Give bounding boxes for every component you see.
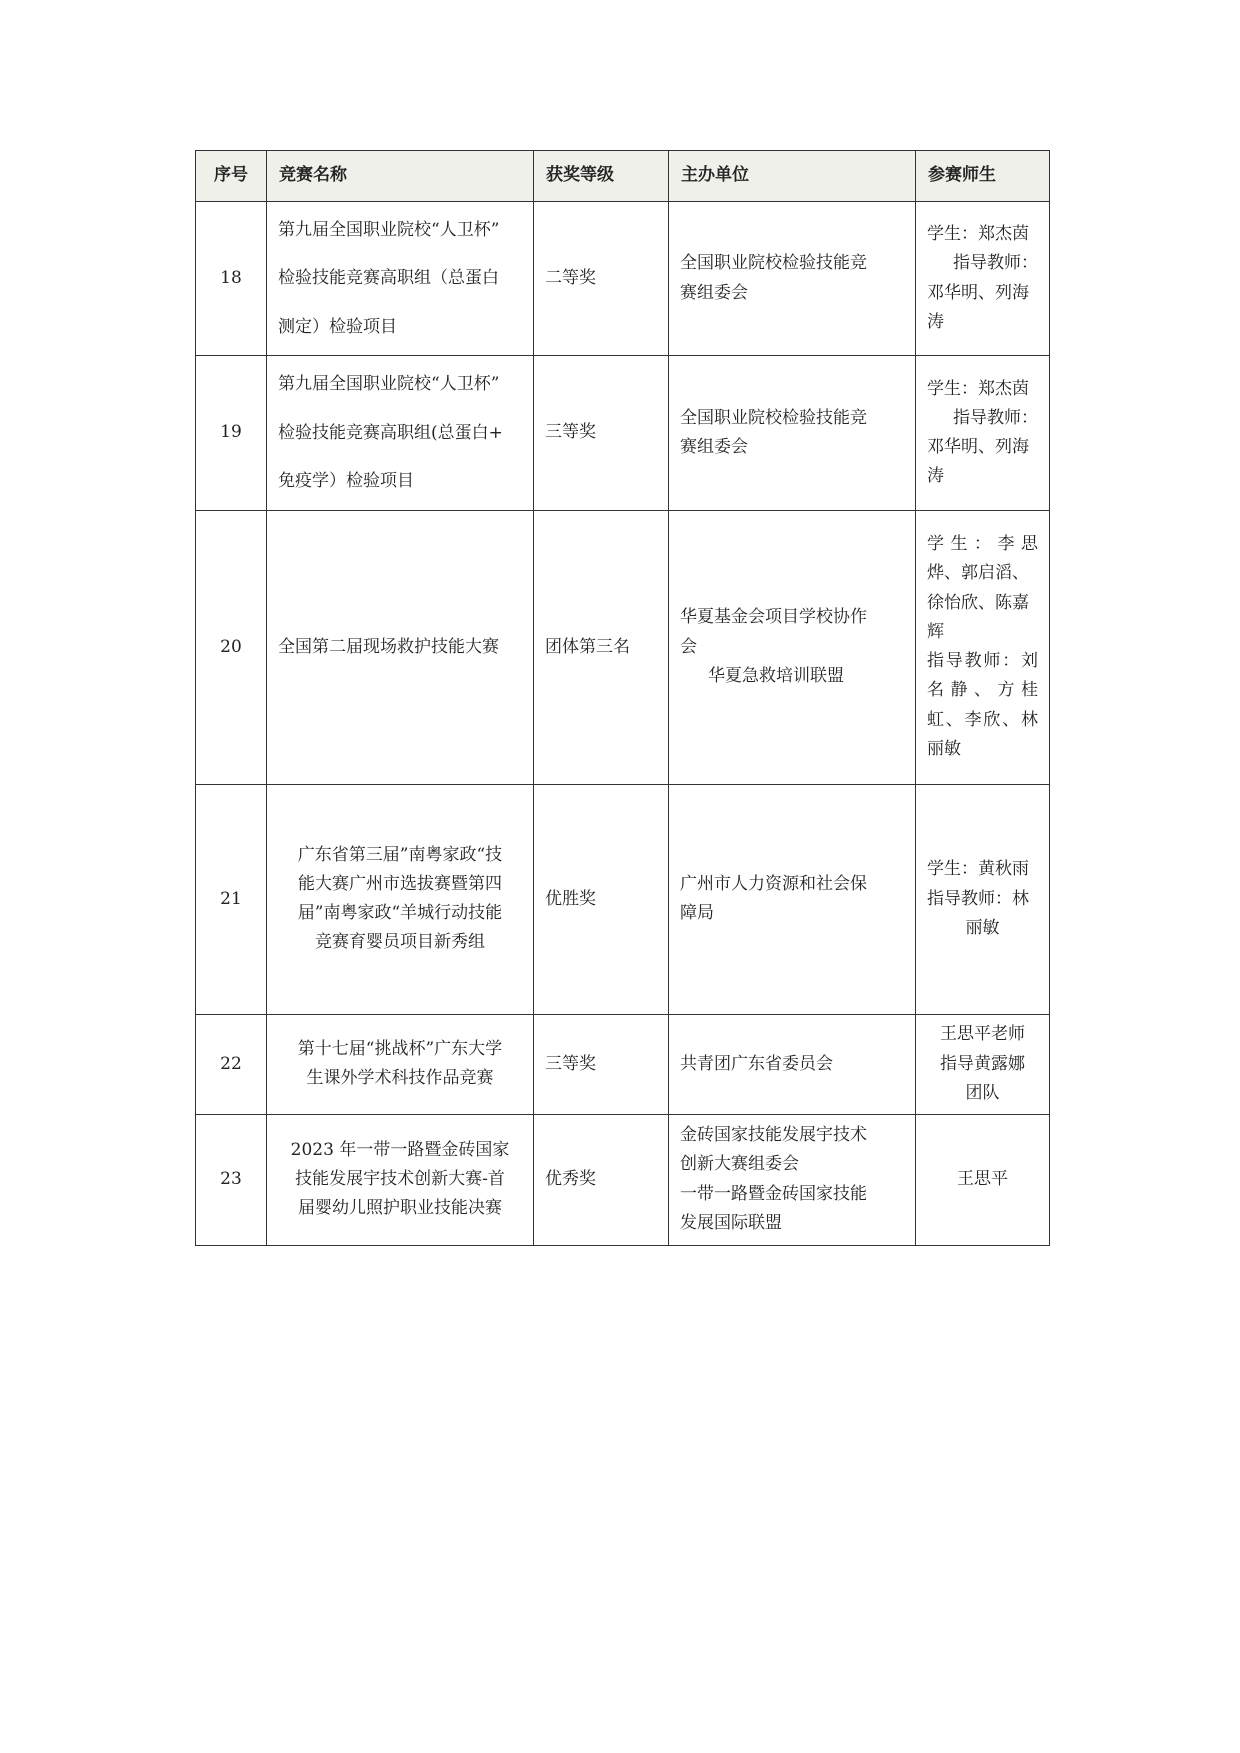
- award-cell: 团体第三名: [534, 510, 669, 784]
- organizer-cell: [669, 356, 916, 510]
- competition-line: 检验技能竞赛高职组(总蛋白+: [278, 422, 503, 443]
- participants-line: 烨、郭启滔、: [927, 563, 1029, 584]
- participants-line: 指导教师：林: [927, 888, 1029, 909]
- participants-line: 徐怡欣、陈嘉: [927, 592, 1029, 613]
- competition-cell: [267, 784, 534, 1014]
- organizer-line: 会: [680, 636, 697, 657]
- organizer-line: 华夏基金会项目学校协作: [680, 607, 867, 628]
- participants-line: 学生：郑杰茵: [927, 378, 1029, 399]
- header-no: 序号: [196, 151, 267, 202]
- organizer-line: 全国职业院校检验技能竞: [680, 407, 867, 428]
- competition-cell: [267, 202, 534, 356]
- competition-line: 第十七届“挑战杯”广东大学: [297, 1038, 503, 1059]
- participants-line: 辉: [927, 621, 944, 642]
- competition-line: 届婴幼儿照护职业技能决赛: [298, 1198, 502, 1219]
- participants-line: 王思平老师: [940, 1024, 1025, 1045]
- participants-line: 涛: [927, 311, 944, 332]
- organizer-cell: [669, 202, 916, 356]
- participants-line: 邓华明、列海: [927, 282, 1029, 303]
- competition-line: 届”南粤家政“羊城行动技能: [297, 903, 503, 924]
- organizer-cell: [669, 784, 916, 1014]
- award-cell: 三等奖: [534, 356, 669, 510]
- table-header-row: [196, 151, 1050, 202]
- competition-line: 能大赛广州市选拔赛暨第四: [298, 873, 502, 894]
- participants-line: 指导教师：: [953, 253, 1038, 274]
- organizer-line: 全国职业院校检验技能竞: [680, 253, 867, 274]
- participants-cell: [916, 1014, 1050, 1114]
- organizer-line: 一带一路暨金砖国家技能: [680, 1183, 867, 1204]
- participants-line: 学生：郑杰茵: [927, 224, 1029, 245]
- table-row: [196, 1014, 1050, 1114]
- organizer-line: 共青团广东省委员会: [680, 1053, 833, 1074]
- participants-cell: [916, 1114, 1050, 1245]
- table-row: [196, 1114, 1050, 1245]
- award-cell: 优胜奖: [534, 784, 669, 1014]
- competition-cell: [267, 1114, 534, 1245]
- organizer-cell: [669, 1114, 916, 1245]
- awards-table: [195, 150, 1050, 1246]
- competition-cell: [267, 1014, 534, 1114]
- row-number: 22: [196, 1014, 267, 1114]
- participants-line: 丽敏: [965, 917, 1000, 938]
- header-participants: 参赛师生: [916, 151, 1050, 202]
- participants-line: 学生：黄秋雨: [927, 859, 1029, 880]
- competition-line: 技能发展宇技术创新大赛-首: [295, 1169, 505, 1189]
- participants-line: 丽敏: [927, 738, 961, 759]
- table-row: [196, 202, 1050, 356]
- competition-line: 2023 年一带一路暨金砖国家: [290, 1139, 510, 1160]
- header-award: 获奖等级: [534, 151, 669, 202]
- competition-cell: [267, 510, 534, 784]
- header-organizer: 主办单位: [669, 151, 916, 202]
- competition-line: 第九届全国职业院校“人卫杯”: [278, 374, 500, 395]
- participants-line: 指导教师：刘: [927, 651, 1038, 672]
- participants-line: 邓华明、列海: [927, 436, 1029, 457]
- header-competition: 竞赛名称: [267, 151, 534, 202]
- organizer-line: 广州市人力资源和社会保: [680, 873, 867, 894]
- competition-line: 竞赛育婴员项目新秀组: [315, 932, 485, 953]
- award-cell: 三等奖: [534, 1014, 669, 1114]
- competition-line: 测定）检验项目: [278, 316, 397, 337]
- row-number: 20: [196, 510, 267, 784]
- participants-line: 指导教师：: [953, 407, 1038, 428]
- table-row: [196, 356, 1050, 510]
- organizer-line: 赛组委会: [680, 282, 748, 303]
- participants-line: 涛: [927, 466, 944, 487]
- award-cell: 二等奖: [534, 202, 669, 356]
- row-number: 21: [196, 784, 267, 1014]
- competition-line: 检验技能竞赛高职组（总蛋白: [278, 268, 499, 289]
- participants-line: 王思平: [957, 1169, 1008, 1189]
- participants-cell: [916, 784, 1050, 1014]
- organizer-line: 发展国际联盟: [680, 1212, 782, 1233]
- organizer-line: 障局: [680, 903, 714, 924]
- competition-line: 全国第二届现场救护技能大赛: [278, 636, 499, 657]
- participants-line: 名静、方桂: [927, 680, 1038, 701]
- organizer-line: 赛组委会: [680, 436, 748, 457]
- competition-line: 广东省第三届”南粤家政“技: [297, 844, 503, 865]
- award-cell: 优秀奖: [534, 1114, 669, 1245]
- organizer-line: 金砖国家技能发展宇技术: [680, 1125, 867, 1146]
- participants-line: 虹、李欣、林: [927, 709, 1038, 730]
- competition-cell: [267, 356, 534, 510]
- organizer-cell: [669, 1014, 916, 1114]
- organizer-line: 创新大赛组委会: [680, 1154, 799, 1175]
- participants-cell: [916, 202, 1050, 356]
- participants-cell: [916, 510, 1050, 784]
- table-row: [196, 510, 1050, 784]
- organizer-cell: [669, 510, 916, 784]
- organizer-line: 华夏急救培训联盟: [708, 665, 844, 686]
- competition-line: 第九届全国职业院校“人卫杯”: [278, 220, 500, 240]
- participants-line: 指导黄露娜: [940, 1053, 1025, 1074]
- competition-line: 免疫学）检验项目: [278, 471, 414, 492]
- row-number: 18: [196, 202, 267, 356]
- participants-line: 团队: [965, 1082, 1000, 1103]
- participants-line: 学生：李思: [927, 534, 1038, 555]
- competition-line: 生课外学术科技作品竞赛: [306, 1068, 494, 1089]
- row-number: 23: [196, 1114, 267, 1245]
- participants-cell: [916, 356, 1050, 510]
- row-number: 19: [196, 356, 267, 510]
- table-row: [196, 784, 1050, 1014]
